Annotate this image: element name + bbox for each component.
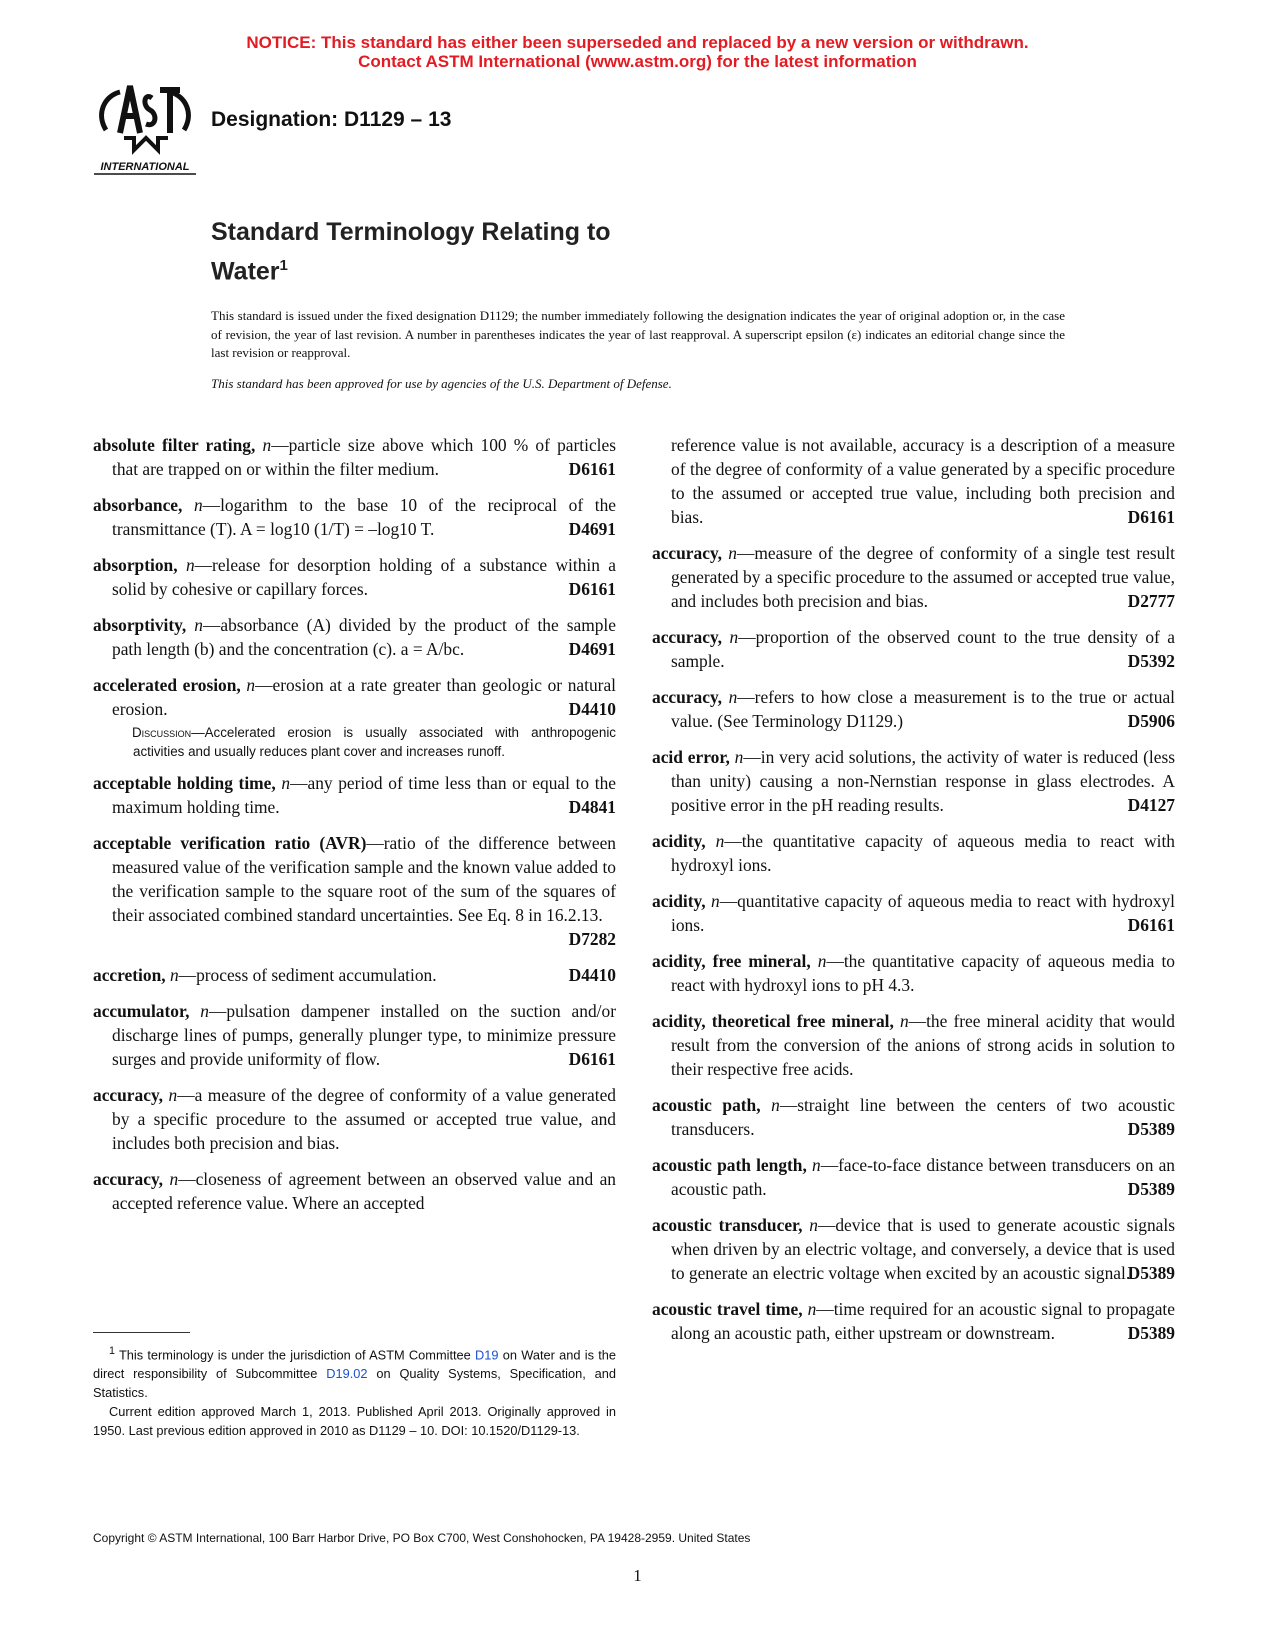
definition: —process of sediment accumulation. (178, 965, 437, 985)
definition: —face-to-face distance between transducers on an acoustic path. (671, 1155, 1176, 1199)
discussion-text: —Accelerated erosion is usually associated with anthropogenic activities and usually reduces plant cover and increases runoff. (133, 725, 616, 759)
reference-standard: D5389 (1127, 1179, 1175, 1199)
term-entry (93, 1083, 616, 1155)
part-of-speech: n (807, 1299, 817, 1319)
term-entry (93, 999, 616, 1071)
discussion-label: Discussion (132, 725, 192, 740)
definition: —in very acid solutions, the activity of water is reduced (less than unity) causing a non-Nernstian response in glass electrodes. A positive error in the pH reading results. (671, 747, 1175, 815)
term: acoustic travel time, (652, 1299, 803, 1319)
part-of-speech: n (246, 675, 256, 695)
term-entry (93, 963, 616, 987)
reference-standard: D7282 (568, 929, 616, 949)
part-of-speech: n (734, 747, 744, 767)
definition: —particle size above which 100 % of particles that are trapped on or within the filter medium. (112, 435, 616, 479)
definition: —the quantitative capacity of aqueous media to react with hydroxyl ions. (671, 831, 1175, 875)
term: acid error, (652, 747, 730, 767)
right-column (652, 433, 1175, 1357)
reference-standard: D4691 (568, 639, 616, 659)
part-of-speech: n (262, 435, 272, 455)
term-entry-continuation (652, 433, 1175, 529)
term: acoustic transducer, (652, 1215, 803, 1235)
designation: Designation: D1129 – 13 (211, 108, 452, 131)
part-of-speech: n (809, 1215, 818, 1235)
footnote-divider (93, 1332, 190, 1333)
term: accuracy, (652, 627, 723, 647)
title-footnote-mark: 1 (279, 257, 288, 274)
reference-standard: D5392 (1127, 651, 1175, 671)
term-entry (652, 625, 1175, 673)
term: accuracy, (93, 1169, 164, 1189)
reference-standard: D2777 (1127, 591, 1175, 611)
definition: —device that is used to generate acoustic signals when driven by an electric voltage, and conversely, a device that is used to generate an electric voltage when excited by an acoustic signal. (671, 1215, 1175, 1283)
definition: —quantitative capacity of aqueous media to react with hydroxyl ions. (671, 891, 1175, 935)
reference-standard: D4841 (568, 797, 616, 817)
term: absorption, (93, 555, 178, 575)
reference-standard: D4410 (568, 965, 616, 985)
term: absolute filter rating, (93, 435, 256, 455)
term: accuracy, (652, 687, 723, 707)
definition: —logarithm to the base 10 of the reciprocal of the transmittance (T). A = log10 (1/T) = –log10 T. (112, 495, 616, 539)
term-entry (93, 673, 616, 721)
committee-link[interactable]: D19 (475, 1347, 499, 1363)
astm-logo (90, 78, 200, 178)
term: acoustic path length, (652, 1155, 807, 1175)
title-line-2: Water (211, 257, 280, 286)
term: acidity, (652, 891, 706, 911)
title-line-1: Standard Terminology Relating to (211, 218, 611, 246)
term: accelerated erosion, (93, 675, 241, 695)
part-of-speech: n (168, 1085, 178, 1105)
footnote-text: on Water and is the direct responsibility of Subcommittee (93, 1347, 617, 1382)
term-entry (93, 831, 616, 951)
definition: —absorbance (A) divided by the product of the sample path length (b) and the concentration (c). a = A/bc. (112, 615, 616, 659)
reference-standard: D5389 (1127, 1323, 1175, 1343)
definition: —ratio of the difference between measured value of the verification sample and the known value added to the verification sample to the square root of the sum of the squares of their associated combined standard uncertainties. See Eq. 8 in 16.2.13. (112, 833, 616, 925)
term: acceptable verification ratio (AVR) (93, 833, 367, 853)
part-of-speech: n (817, 951, 827, 971)
part-of-speech: n (812, 1155, 821, 1175)
footnote-text: on Quality Systems, Specification, and Statistics. (93, 1366, 616, 1401)
term-entry (652, 1213, 1175, 1285)
part-of-speech: n (711, 891, 720, 911)
copyright: Copyright © ASTM International, 100 Barr Harbor Drive, PO Box C700, West Conshohocken, PA 19428-2959. United States (93, 1531, 751, 1545)
term: acidity, theoretical free mineral, (652, 1011, 894, 1031)
term-entry (93, 493, 616, 541)
definition: —measure of the degree of conformity of a single test result generated by a specific procedure to the assumed or accepted true value, and includes both precision and bias. (671, 543, 1175, 611)
term-entry (652, 685, 1175, 733)
footnote-1 (93, 1342, 616, 1402)
term: acoustic path, (652, 1095, 761, 1115)
subcommittee-link[interactable]: D19.02 (326, 1366, 368, 1382)
definition: —release for desorption holding of a substance within a solid by cohesive or capillary forces. (112, 555, 616, 599)
term-entry (652, 1153, 1175, 1201)
reference-standard: D4691 (568, 519, 616, 539)
term: acidity, free mineral, (652, 951, 811, 971)
footnote-mark: 1 (109, 1345, 115, 1357)
dod-approval-note: This standard has been approved for use by agencies of the U.S. Department of Defense. (211, 376, 672, 391)
definition: reference value is not available, accuracy is a description of a measure of the degree of conformity of a value generated by a specific procedure to the assumed or accepted true value, including both precision and bias. (671, 435, 1175, 527)
part-of-speech: n (169, 965, 179, 985)
definition: —the quantitative capacity of aqueous media to react with hydroxyl ions to pH 4.3. (671, 951, 1175, 995)
definition: —any period of time less than or equal to the maximum holding time. (112, 773, 616, 817)
term-entry (652, 1297, 1175, 1345)
part-of-speech: n (771, 1095, 780, 1115)
term-entry (93, 553, 616, 601)
part-of-speech: n (169, 1169, 179, 1189)
reference-standard: D5906 (1127, 711, 1175, 731)
reference-standard: D6161 (568, 579, 616, 599)
notice-line-1: NOTICE: This standard has either been superseded and replaced by a new version or withdrawn. (246, 33, 1029, 52)
term-entry (652, 829, 1175, 877)
term: accretion, (93, 965, 166, 985)
term-entry (93, 771, 616, 819)
term-entry (652, 1009, 1175, 1081)
term-entry (652, 1093, 1175, 1141)
part-of-speech: n (728, 687, 738, 707)
definition: —pulsation dampener installed on the suction and/or discharge lines of pumps, generally plunger type, to minimize pressure surges and provide uniformity of flow. (112, 1001, 616, 1069)
reference-standard: D6161 (1127, 915, 1175, 935)
reference-standard: D6161 (1127, 507, 1175, 527)
withdrawal-notice (0, 33, 1275, 71)
term: absorptivity, (93, 615, 187, 635)
reference-standard: D4127 (1127, 795, 1175, 815)
notice-line-2: Contact ASTM International (www.astm.org) for the latest information (358, 52, 917, 71)
term: accuracy, (652, 543, 723, 563)
reference-standard: D6161 (568, 459, 616, 479)
document-title (211, 215, 611, 288)
reference-standard: D5389 (1127, 1263, 1175, 1283)
term: acidity, (652, 831, 706, 851)
definition: —refers to how close a measurement is to the true or actual value. (See Terminology D1129.) (671, 687, 1175, 731)
part-of-speech: n (715, 831, 725, 851)
footnote-text: This terminology is under the jurisdiction of ASTM Committee (118, 1347, 471, 1363)
definition: —proportion of the observed count to the true density of a sample. (671, 627, 1175, 671)
left-column (93, 433, 616, 1227)
term-entry (652, 541, 1175, 613)
part-of-speech: n (281, 773, 291, 793)
reference-standard: D5389 (1127, 1119, 1175, 1139)
part-of-speech: n (728, 543, 737, 563)
part-of-speech: n (194, 615, 203, 635)
term-entry (93, 433, 616, 481)
definition: —time required for an acoustic signal to propagate along an acoustic path, either upstream or downstream. (671, 1299, 1175, 1343)
term: absorbance, (93, 495, 183, 515)
part-of-speech: n (200, 1001, 209, 1021)
part-of-speech: n (899, 1011, 909, 1031)
definition: —erosion at a rate greater than geologic or natural erosion. (112, 675, 616, 719)
part-of-speech: n (185, 555, 195, 575)
part-of-speech: n (729, 627, 739, 647)
reference-standard: D6161 (568, 1049, 616, 1069)
logo-text: INTERNATIONAL (100, 161, 190, 173)
definition: —closeness of agreement between an observed value and an accepted reference value. Where an accepted (112, 1169, 616, 1213)
term: acceptable holding time, (93, 773, 276, 793)
term: accumulator, (93, 1001, 190, 1021)
reference-standard: D4410 (568, 699, 616, 719)
definition: —straight line between the centers of two acoustic transducers. (671, 1095, 1175, 1139)
definition: —a measure of the degree of conformity of a value generated by a specific procedure to the assumed or accepted true value, and includes both precision and bias. (112, 1085, 616, 1153)
definition: —the free mineral acidity that would result from the conversion of the anions of strong acids in solution to their respective free acids. (671, 1011, 1175, 1079)
footnotes (93, 1342, 616, 1440)
term-entry (652, 889, 1175, 937)
term-entry (93, 613, 616, 661)
term-entry (652, 745, 1175, 817)
part-of-speech: n (193, 495, 203, 515)
term: accuracy, (93, 1085, 164, 1105)
fixed-designation-note: This standard is issued under the fixed designation D1129; the number immediately following the designation indicates the year of original adoption or, in the case of revision, the year of last revision. A number in parentheses indicates the year of last reapproval. A superscript epsilon (ε) indicates an editorial change since the last revision or reapproval. (211, 308, 1065, 360)
term-entry (93, 1167, 616, 1215)
discussion-note (133, 723, 616, 761)
page-number: 1 (633, 1566, 642, 1585)
term-entry (652, 949, 1175, 997)
edition-note: Current edition approved March 1, 2013. Published April 2013. Originally approved in 1950. Last previous edition approved in 2010 as D1129 – 10. DOI: 10.1520/D1129-13. (93, 1404, 616, 1439)
